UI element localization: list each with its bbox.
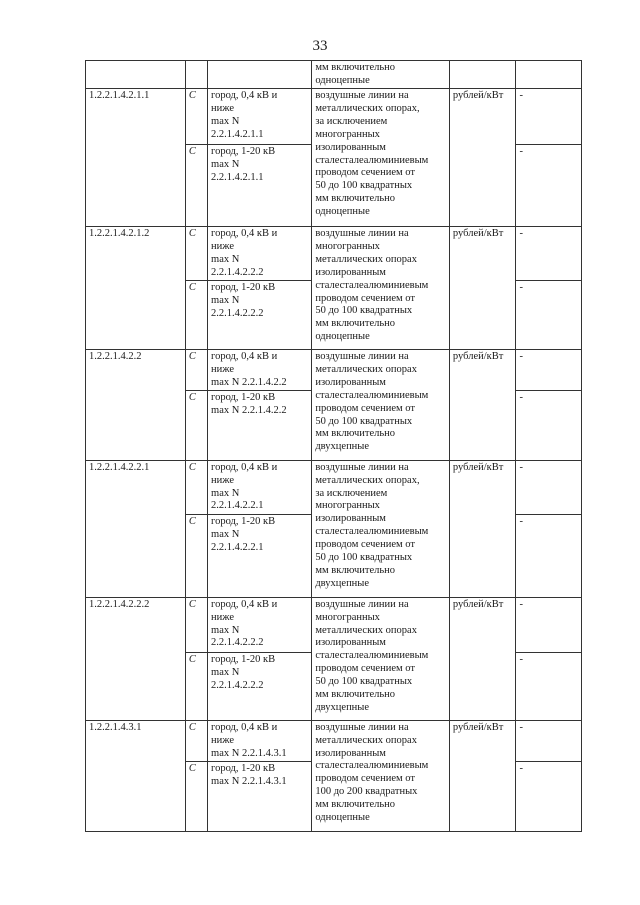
table-row xyxy=(86,350,582,391)
letter-cell: C xyxy=(185,720,207,761)
description-cell: воздушные линии на металлических опорах изолированным сталесталеалюминиевым проводом сечением от 50 до 100 квадратных мм включительно двухцепные xyxy=(312,350,450,461)
voltage-cell: город, 1-20 кВ max N 2.2.1.4.3.1 xyxy=(208,761,312,831)
description-cell: воздушные линии на металлических опорах, за исключением многогранных изолированным сталесталеалюминиевым проводом сечением от 50 до 100 квадратных мм включительно одноцепные xyxy=(312,89,450,227)
voltage-cell: город, 1-20 кВ max N 2.2.1.4.2.2.2 xyxy=(208,652,312,720)
letter-cell: C xyxy=(185,145,207,227)
code-cell xyxy=(86,61,186,89)
value-cell: - xyxy=(516,281,582,350)
code-cell: 1.2.2.1.4.2.2 xyxy=(86,350,186,461)
unit-cell: рублей/кВт xyxy=(449,720,516,831)
unit-cell xyxy=(449,61,516,89)
voltage-cell: город, 0,4 кВ и ниже max N 2.2.1.4.2.2.2 xyxy=(208,227,312,281)
value-cell: - xyxy=(516,514,582,597)
value-cell: - xyxy=(516,597,582,652)
letter-cell: C xyxy=(185,281,207,350)
code-cell: 1.2.2.1.4.2.2.1 xyxy=(86,460,186,597)
letter-cell: C xyxy=(185,227,207,281)
voltage-cell: город, 1-20 кВ max N 2.2.1.4.2.2.2 xyxy=(208,281,312,350)
voltage-cell: город, 1-20 кВ max N 2.2.1.4.2.2.1 xyxy=(208,514,312,597)
unit-cell: рублей/кВт xyxy=(449,597,516,720)
code-cell: 1.2.2.1.4.2.1.1 xyxy=(86,89,186,227)
description-cell: мм включительно одноцепные xyxy=(312,61,450,89)
voltage-cell: город, 0,4 кВ и ниже max N 2.2.1.4.2.1.1 xyxy=(208,89,312,145)
unit-cell: рублей/кВт xyxy=(449,350,516,461)
value-cell: - xyxy=(516,460,582,514)
voltage-cell: город, 0,4 кВ и ниже max N 2.2.1.4.2.2.2 xyxy=(208,597,312,652)
table-row xyxy=(86,89,582,145)
description-cell: воздушные линии на металлических опорах изолированным сталесталеалюминиевым проводом сечением от 100 до 200 квадратных мм включительно одноцепные xyxy=(312,720,450,831)
description-cell: воздушные линии на многогранных металлических опорах изолированным сталесталеалюминиевым проводом сечением от 50 до 100 квадратных мм включительно одноцепные xyxy=(312,227,450,350)
letter-cell xyxy=(185,61,207,89)
value-cell: - xyxy=(516,145,582,227)
code-cell: 1.2.2.1.4.2.2.2 xyxy=(86,597,186,720)
unit-cell: рублей/кВт xyxy=(449,89,516,227)
value-cell: - xyxy=(516,390,582,460)
table-row xyxy=(86,227,582,281)
voltage-cell xyxy=(208,61,312,89)
value-cell: - xyxy=(516,720,582,761)
letter-cell: C xyxy=(185,350,207,391)
voltage-cell: город, 0,4 кВ и ниже max N 2.2.1.4.3.1 xyxy=(208,720,312,761)
letter-cell: C xyxy=(185,652,207,720)
letter-cell: C xyxy=(185,390,207,460)
code-cell: 1.2.2.1.4.2.1.2 xyxy=(86,227,186,350)
voltage-cell: город, 0,4 кВ и ниже max N 2.2.1.4.2.2.1 xyxy=(208,460,312,514)
voltage-cell: город, 1-20 кВ max N 2.2.1.4.2.1.1 xyxy=(208,145,312,227)
letter-cell: C xyxy=(185,597,207,652)
description-cell: воздушные линии на металлических опорах, за исключением многогранных изолированным сталесталеалюминиевым проводом сечением от 50 до 100 квадратных мм включительно двухцепные xyxy=(312,460,450,597)
table-row xyxy=(86,460,582,514)
page-number: 33 xyxy=(312,38,328,54)
continuation-row xyxy=(86,61,582,89)
tariff-table xyxy=(85,60,582,832)
value-cell: - xyxy=(516,89,582,145)
value-cell: - xyxy=(516,652,582,720)
value-cell: - xyxy=(516,350,582,391)
voltage-cell: город, 0,4 кВ и ниже max N 2.2.1.4.2.2 xyxy=(208,350,312,391)
letter-cell: C xyxy=(185,514,207,597)
code-cell: 1.2.2.1.4.3.1 xyxy=(86,720,186,831)
description-cell: воздушные линии на многогранных металлических опорах изолированным сталесталеалюминиевым проводом сечением от 50 до 100 квадратных мм включительно двухцепные xyxy=(312,597,450,720)
unit-cell: рублей/кВт xyxy=(449,460,516,597)
letter-cell: C xyxy=(185,89,207,145)
value-cell xyxy=(516,61,582,89)
value-cell: - xyxy=(516,761,582,831)
value-cell: - xyxy=(516,227,582,281)
unit-cell: рублей/кВт xyxy=(449,227,516,350)
letter-cell: C xyxy=(185,761,207,831)
table-row xyxy=(86,597,582,652)
table-row xyxy=(86,720,582,761)
voltage-cell: город, 1-20 кВ max N 2.2.1.4.2.2 xyxy=(208,390,312,460)
letter-cell: C xyxy=(185,460,207,514)
